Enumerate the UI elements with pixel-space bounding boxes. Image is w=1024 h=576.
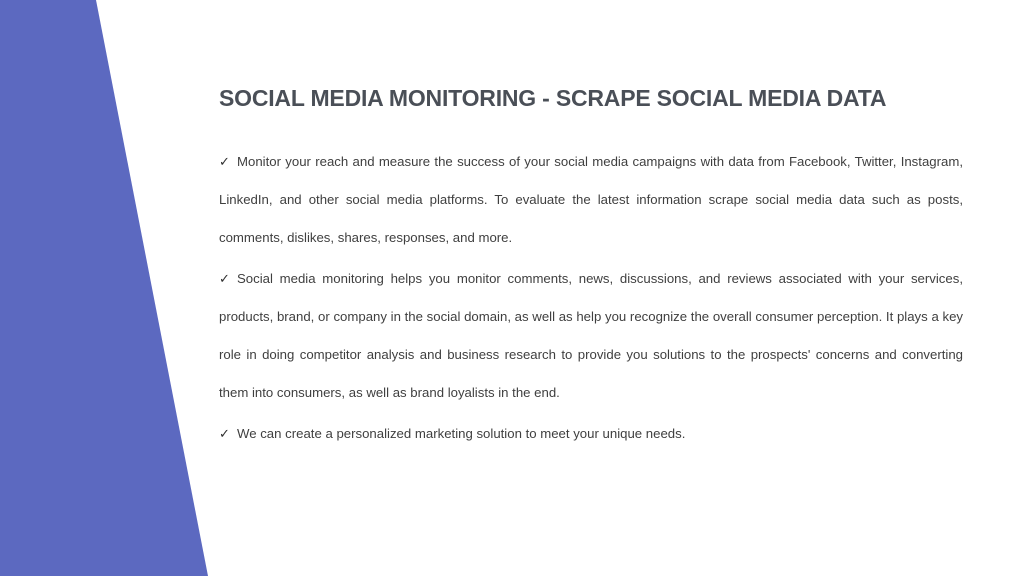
- bullet-item: [219, 260, 963, 412]
- bullet-list: [219, 143, 963, 453]
- checkmark-icon: ✓: [219, 271, 230, 286]
- bullet-item: [219, 143, 963, 257]
- bullet-text: We can create a personalized marketing solution to meet your unique needs.: [237, 426, 686, 441]
- bullet-text: Monitor your reach and measure the success of your social media campaigns with data from Facebook, Twitter, Instagram, LinkedIn, and other social media platforms. To evaluate the latest information scrape social media data such as posts, comments, dislikes, shares, responses, and more.: [219, 154, 963, 245]
- bullet-item: [219, 415, 963, 453]
- checkmark-icon: ✓: [219, 154, 230, 169]
- checkmark-icon: ✓: [219, 426, 230, 441]
- bullet-text: Social media monitoring helps you monitor comments, news, discussions, and reviews associated with your services, products, brand, or company in the social domain, as well as help you recognize the overall consumer perception. It plays a key role in doing competitor analysis and business research to provide you solutions to the prospects' concerns and converting them into consumers, as well as brand loyalists in the end.: [219, 271, 963, 400]
- accent-triangle: [0, 0, 208, 576]
- slide-title: SOCIAL MEDIA MONITORING - SCRAPE SOCIAL MEDIA DATA: [219, 85, 887, 111]
